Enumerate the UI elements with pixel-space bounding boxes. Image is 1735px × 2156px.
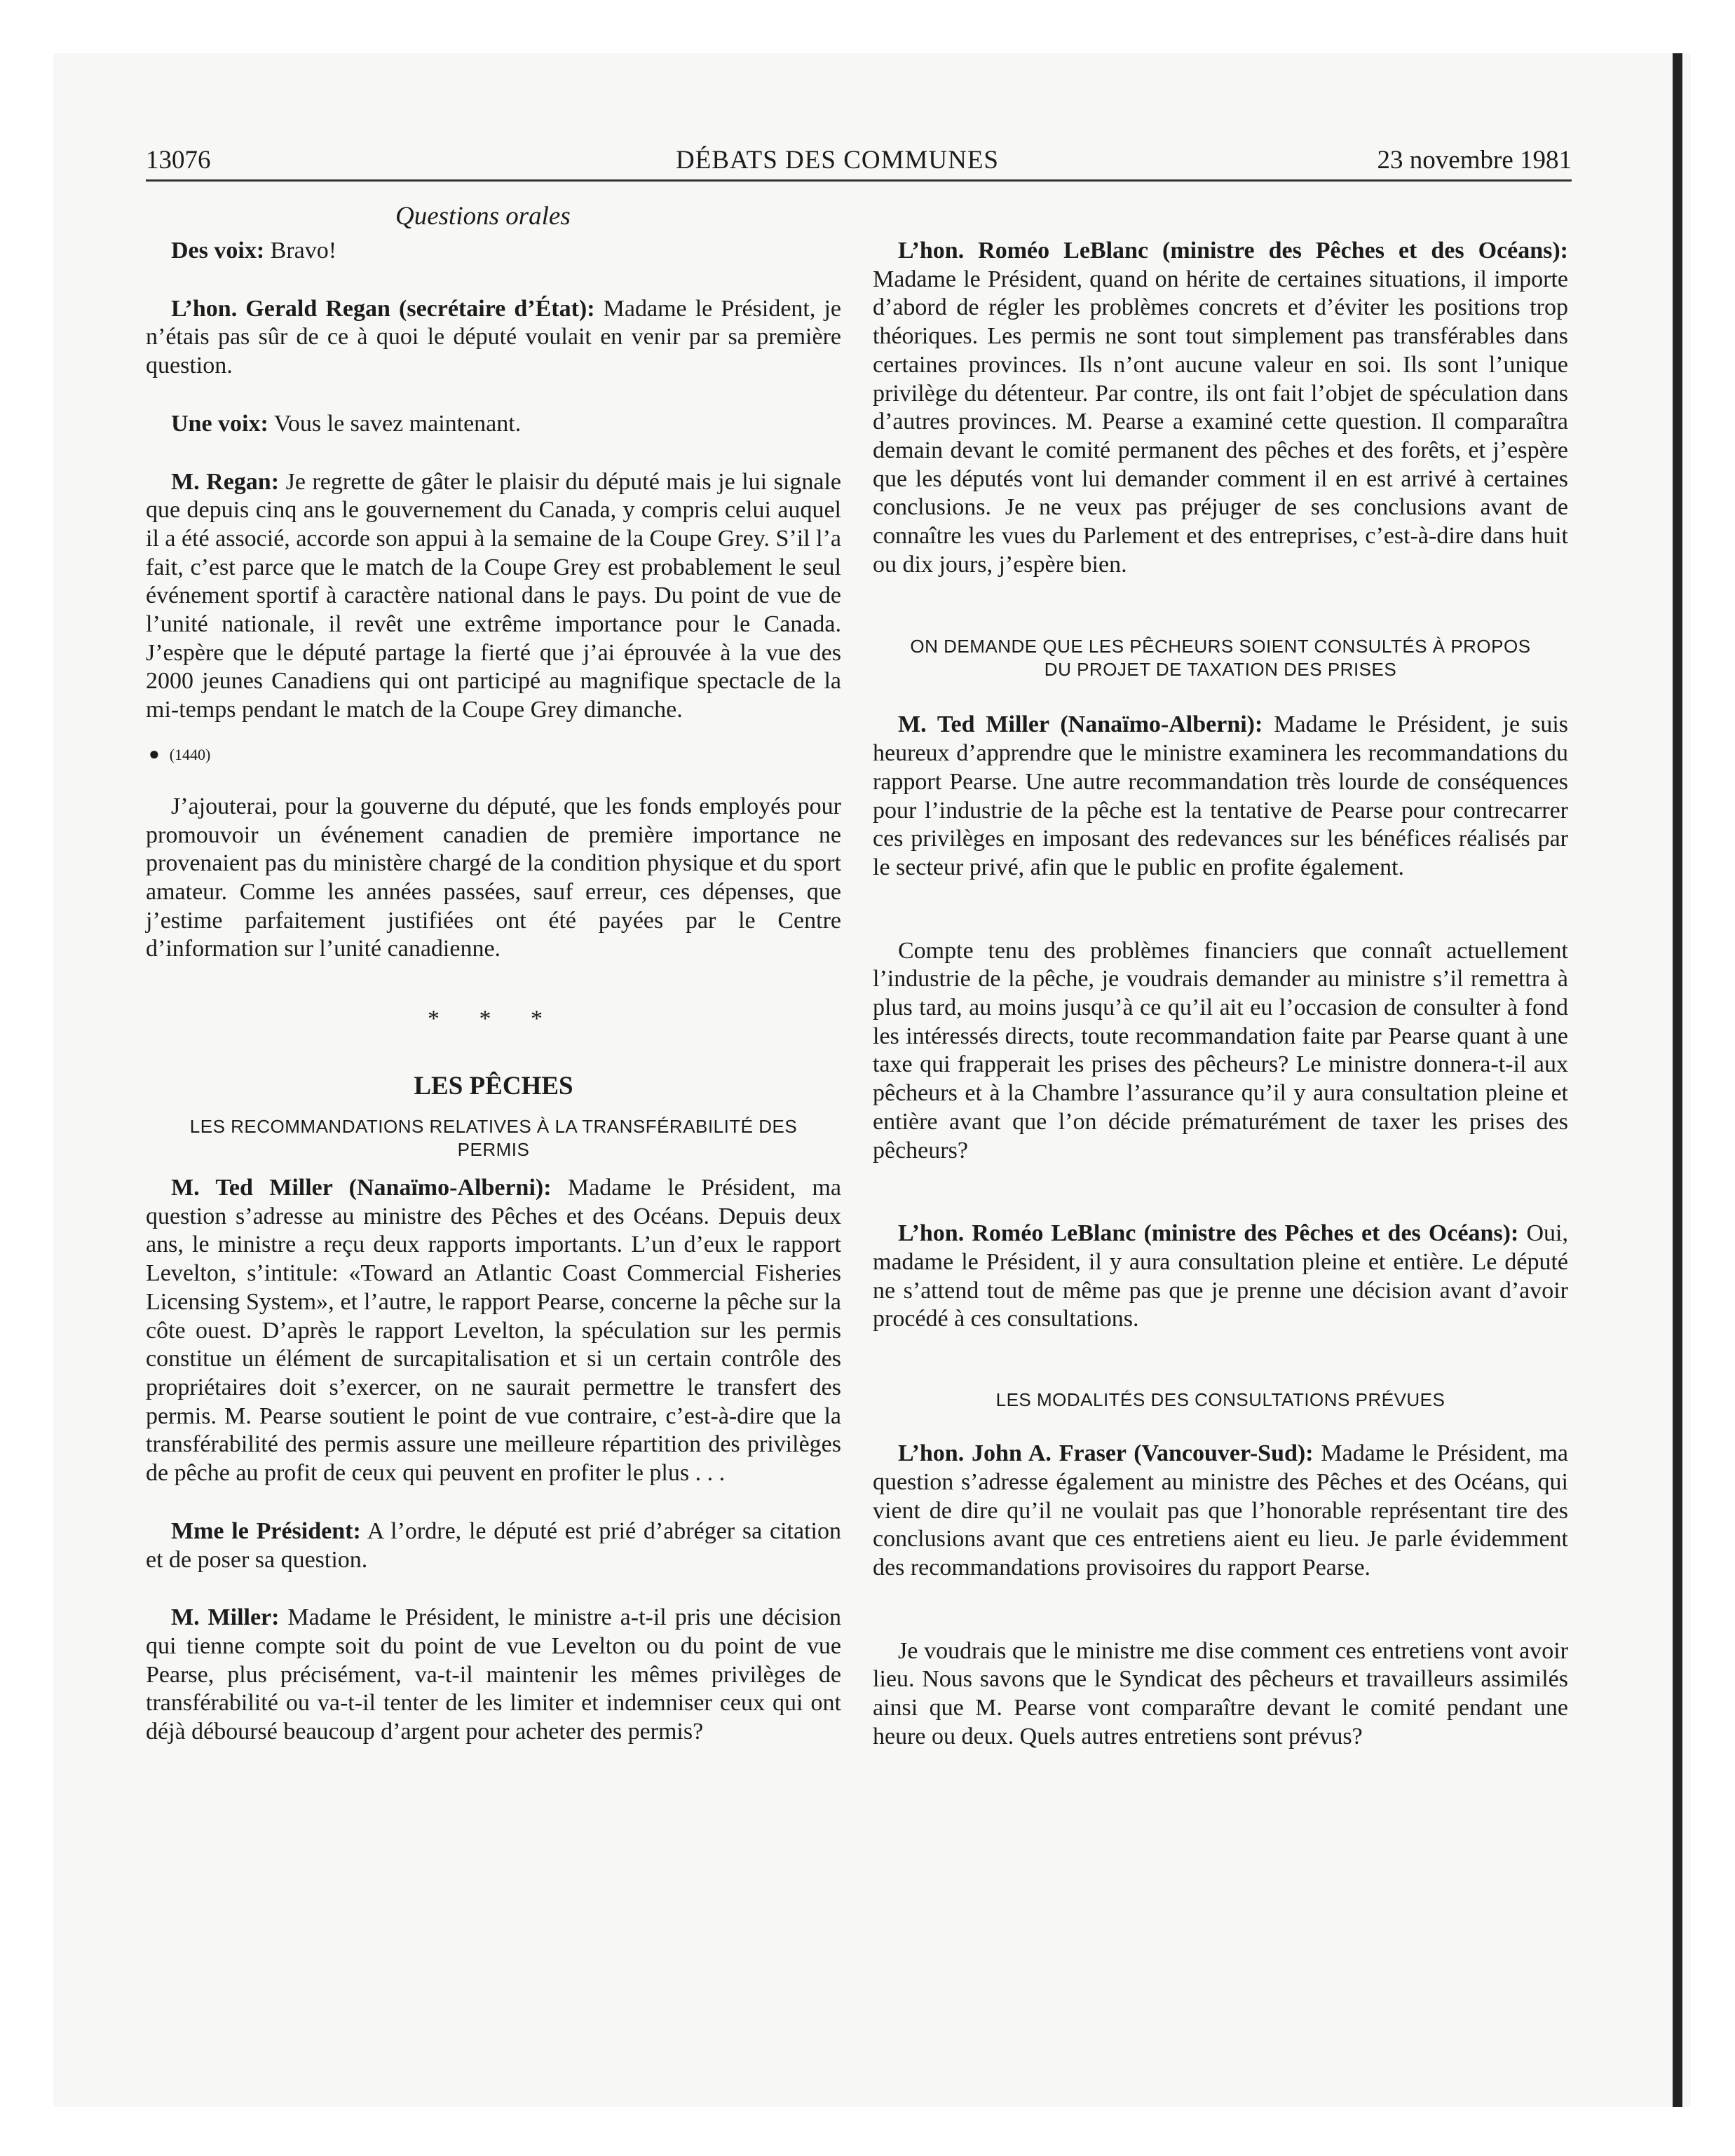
paragraph: J’ajouterai, pour la gouverne du député, que les fonds employés pour promouvoir un événement canadien de première importance ne provenaient pas du ministère chargé de la condition physique et du sport amateur. Comme les années passées, sauf erreur, ces dépenses, que j’estime parfaitement justifiées ont été payées par le Centre d’information sur l’unité canadienne. <box>146 793 841 962</box>
speech-paragraph <box>873 237 1568 579</box>
right-column <box>873 237 1568 1751</box>
publication-date: 23 novembre 1981 <box>1377 146 1572 175</box>
speech-text: Madame le Président, ma question s’adresse également au ministre des Pêches et des Océans, qui vient de dire qu’il ne voulait pas que l’honorable représentant tire des conclusions avant que ces entretiens aient eu lieu. Je parle évidemment des recommandations provisoires du rapport Pearse. <box>873 1440 1568 1581</box>
paragraph: Je voudrais que le ministre me dise comment ces entretiens vont avoir lieu. Nous savons que le Syndicat des pêcheurs et travailleurs assimilés ainsi que M. Pearse vont comparaître devant le comité pendant une heure ou deux. Quels autres entretiens sont prévus? <box>873 1637 1568 1749</box>
speaker: M. Miller: <box>171 1604 280 1631</box>
speaker: Mme le Président: <box>171 1517 361 1544</box>
speaker: Des voix: <box>171 238 265 264</box>
topic-heading: LES RECOMMANDATIONS RELATIVES À LA TRANSFÉRABILITÉ DES PERMIS <box>189 1116 798 1161</box>
time-marker: ● (1440) <box>149 743 211 764</box>
left-column <box>146 237 841 1747</box>
speech-text: Je regrette de gâter le plaisir du député mais je lui signale que depuis cinq ans le gouvernement du Canada, y compris celui auquel il a été associé, accorde son appui à la semaine de la Coupe Grey. S’il l’a fait, c’est parce que le match de la Coupe Grey est probablement le seul événement sportif à caractère national dans le pays. Du point de vue de l’unité nationale, il revêt une extrême importance pour le Canada. J’espère que le député partage la fierté que j’ai éprouvée à la vue des 2000 jeunes Canadiens qui ont participé au magnifique spectacle de la mi-temps pendant le match de la Coupe Grey dimanche. <box>146 468 841 723</box>
speaker: M. Ted Miller (Nanaïmo-Alberni): <box>898 711 1263 738</box>
speech-paragraph <box>146 1517 841 1574</box>
topic-heading: LES MODALITÉS DES CONSULTATIONS PRÉVUES <box>995 1389 1445 1411</box>
speech-text: Madame le Président, je n’étais pas sûr de ce à quoi le député voulait en venir par sa première question. <box>146 295 841 379</box>
paragraph: Compte tenu des problèmes financiers que connaît actuellement l’industrie de la pêche, je voudrais demander au ministre s’il remettra à plus tard, au moins jusqu’à ce qu’il ait eu l’occasion de consulter à fond les intéressés directs, toute recommandation faite par Pearse quant à une taxe qui frapperait les prises des pêcheurs? Le ministre donnera-t-il aux pêcheurs et à la Chambre l’assurance qu’il y aura consultation pleine et entière avant que l’on décide prématurément de taxer les prises des pêcheurs? <box>873 937 1568 1164</box>
speaker: L’hon. John A. Fraser (Vancouver-Sud): <box>898 1440 1314 1467</box>
running-subtitle: Questions orales <box>395 202 571 231</box>
speaker: M. Regan: <box>171 468 280 495</box>
section-title: LES PÊCHES <box>414 1072 573 1101</box>
speech-paragraph <box>873 1440 1568 1583</box>
speech-text: Madame le Président, le ministre a-t-il pris une décision qui tienne compte soit du point de vue Levelton ou du point de vue Pearse, plus précisément, va-t-il maintenir les mêmes privilèges de transférabilité ou va-t-il tenter de les limiter et indemniser ceux qui ont déjà déboursé beaucoup d’argent pour acheter des permis? <box>146 1604 841 1745</box>
speech-paragraph <box>873 1220 1568 1334</box>
speech-text: A l’ordre, le député est prié d’abréger sa citation et de poser sa question. <box>146 1517 841 1573</box>
speech-paragraph <box>873 711 1568 882</box>
speech-text: Vous le savez maintenant. <box>268 410 522 437</box>
speech-paragraph <box>146 1604 841 1747</box>
speech-text: Madame le Président, ma question s’adresse au ministre des Pêches et des Océans. Depuis deux ans, le ministre a reçu deux rapports importants. L’un d’eux le rapport Levelton, s’intitule: «Toward an Atlantic Coast Commercial Fisheries Licensing System», et l’autre, le rapport Pearse, concerne la pêche sur la côte ouest. D’après le rapport Levelton, la spéculation sur les permis constitue un élément de surcapitalisation et si un certain contrôle des propriétaires doit s’exercer, on ne saurait permettre le transfert des permis. M. Pearse soutient le point de vue contraire, c’est-à-dire que la transférabilité des permis assure une meilleure répartition des privilèges de pêche au profit de ceux qui peuvent en profiter le plus . . . <box>146 1175 842 1487</box>
speech-text: Madame le Président, je suis heureux d’apprendre que le ministre examinera les recommandations du rapport Pearse. Une autre recommandation très lourde de conséquences pour l’industrie de la pêche est la tentative de Pearse pour contrecarrer ces privilèges en imposant des redevances sur les bénéfices réalisés par le secteur privé, afin que le public en profite également. <box>873 711 1568 880</box>
speaker: L’hon. Roméo LeBlanc (ministre des Pêches et des Océans): <box>898 238 1568 264</box>
speech-text: Madame le Président, quand on hérite de certaines situations, il importe d’abord de régler les problèmes concrets et d’éviter les positions trop théoriques. Les permis ne sont tout simplement pas transférables dans certaines provinces. Ils n’ont aucune valeur en soi. Ils sont l’unique privilège du détenteur. Par contre, ils ont fait l’objet de spéculation dans d’autres provinces. M. Pearse a examiné cette question. Il comparaîtra demain devant le comité permanent des pêches et des forêts, et j’espère que les députés vont lui demander comment il en est arrivé à certaines conclusions. Je ne veux pas préjuger de ses conclusions avant de connaître les vues du Parlement et des entreprises, c’est-à-dire dans huit ou dix jours, j’espère bien. <box>873 266 1568 578</box>
speech-text: Bravo! <box>264 238 337 264</box>
topic-heading: ON DEMANDE QUE LES PÊCHEURS SOIENT CONSULTÉS À PROPOS DU PROJET DE TAXATION DES PRISES <box>910 636 1531 681</box>
scan-edge-bar <box>1673 53 1682 2107</box>
speaker: L’hon. Gerald Regan (secrétaire d’État): <box>171 295 595 322</box>
speech-text: Oui, madame le Président, il y aura consultation pleine et entière. Le député ne s’attend tout de même pas que je prenne une décision avant d’avoir procédé à ces consultations. <box>873 1220 1568 1332</box>
page-number: 13076 <box>146 146 211 175</box>
speaker: M. Ted Miller (Nanaïmo-Alberni): <box>171 1175 552 1201</box>
header-rule <box>146 179 1572 182</box>
speaker: L’hon. Roméo LeBlanc (ministre des Pêches et des Océans): <box>898 1220 1519 1247</box>
speech-paragraph <box>146 410 841 439</box>
publication-title: DÉBATS DES COMMUNES <box>676 146 1000 175</box>
speech-paragraph <box>146 468 841 725</box>
bullet-dot-icon: ● <box>149 743 160 764</box>
speech-paragraph <box>146 237 841 266</box>
speech-paragraph <box>146 1174 841 1488</box>
section-separator: * * * <box>428 1006 559 1032</box>
speaker: Une voix: <box>171 410 268 437</box>
speech-paragraph <box>146 295 841 381</box>
